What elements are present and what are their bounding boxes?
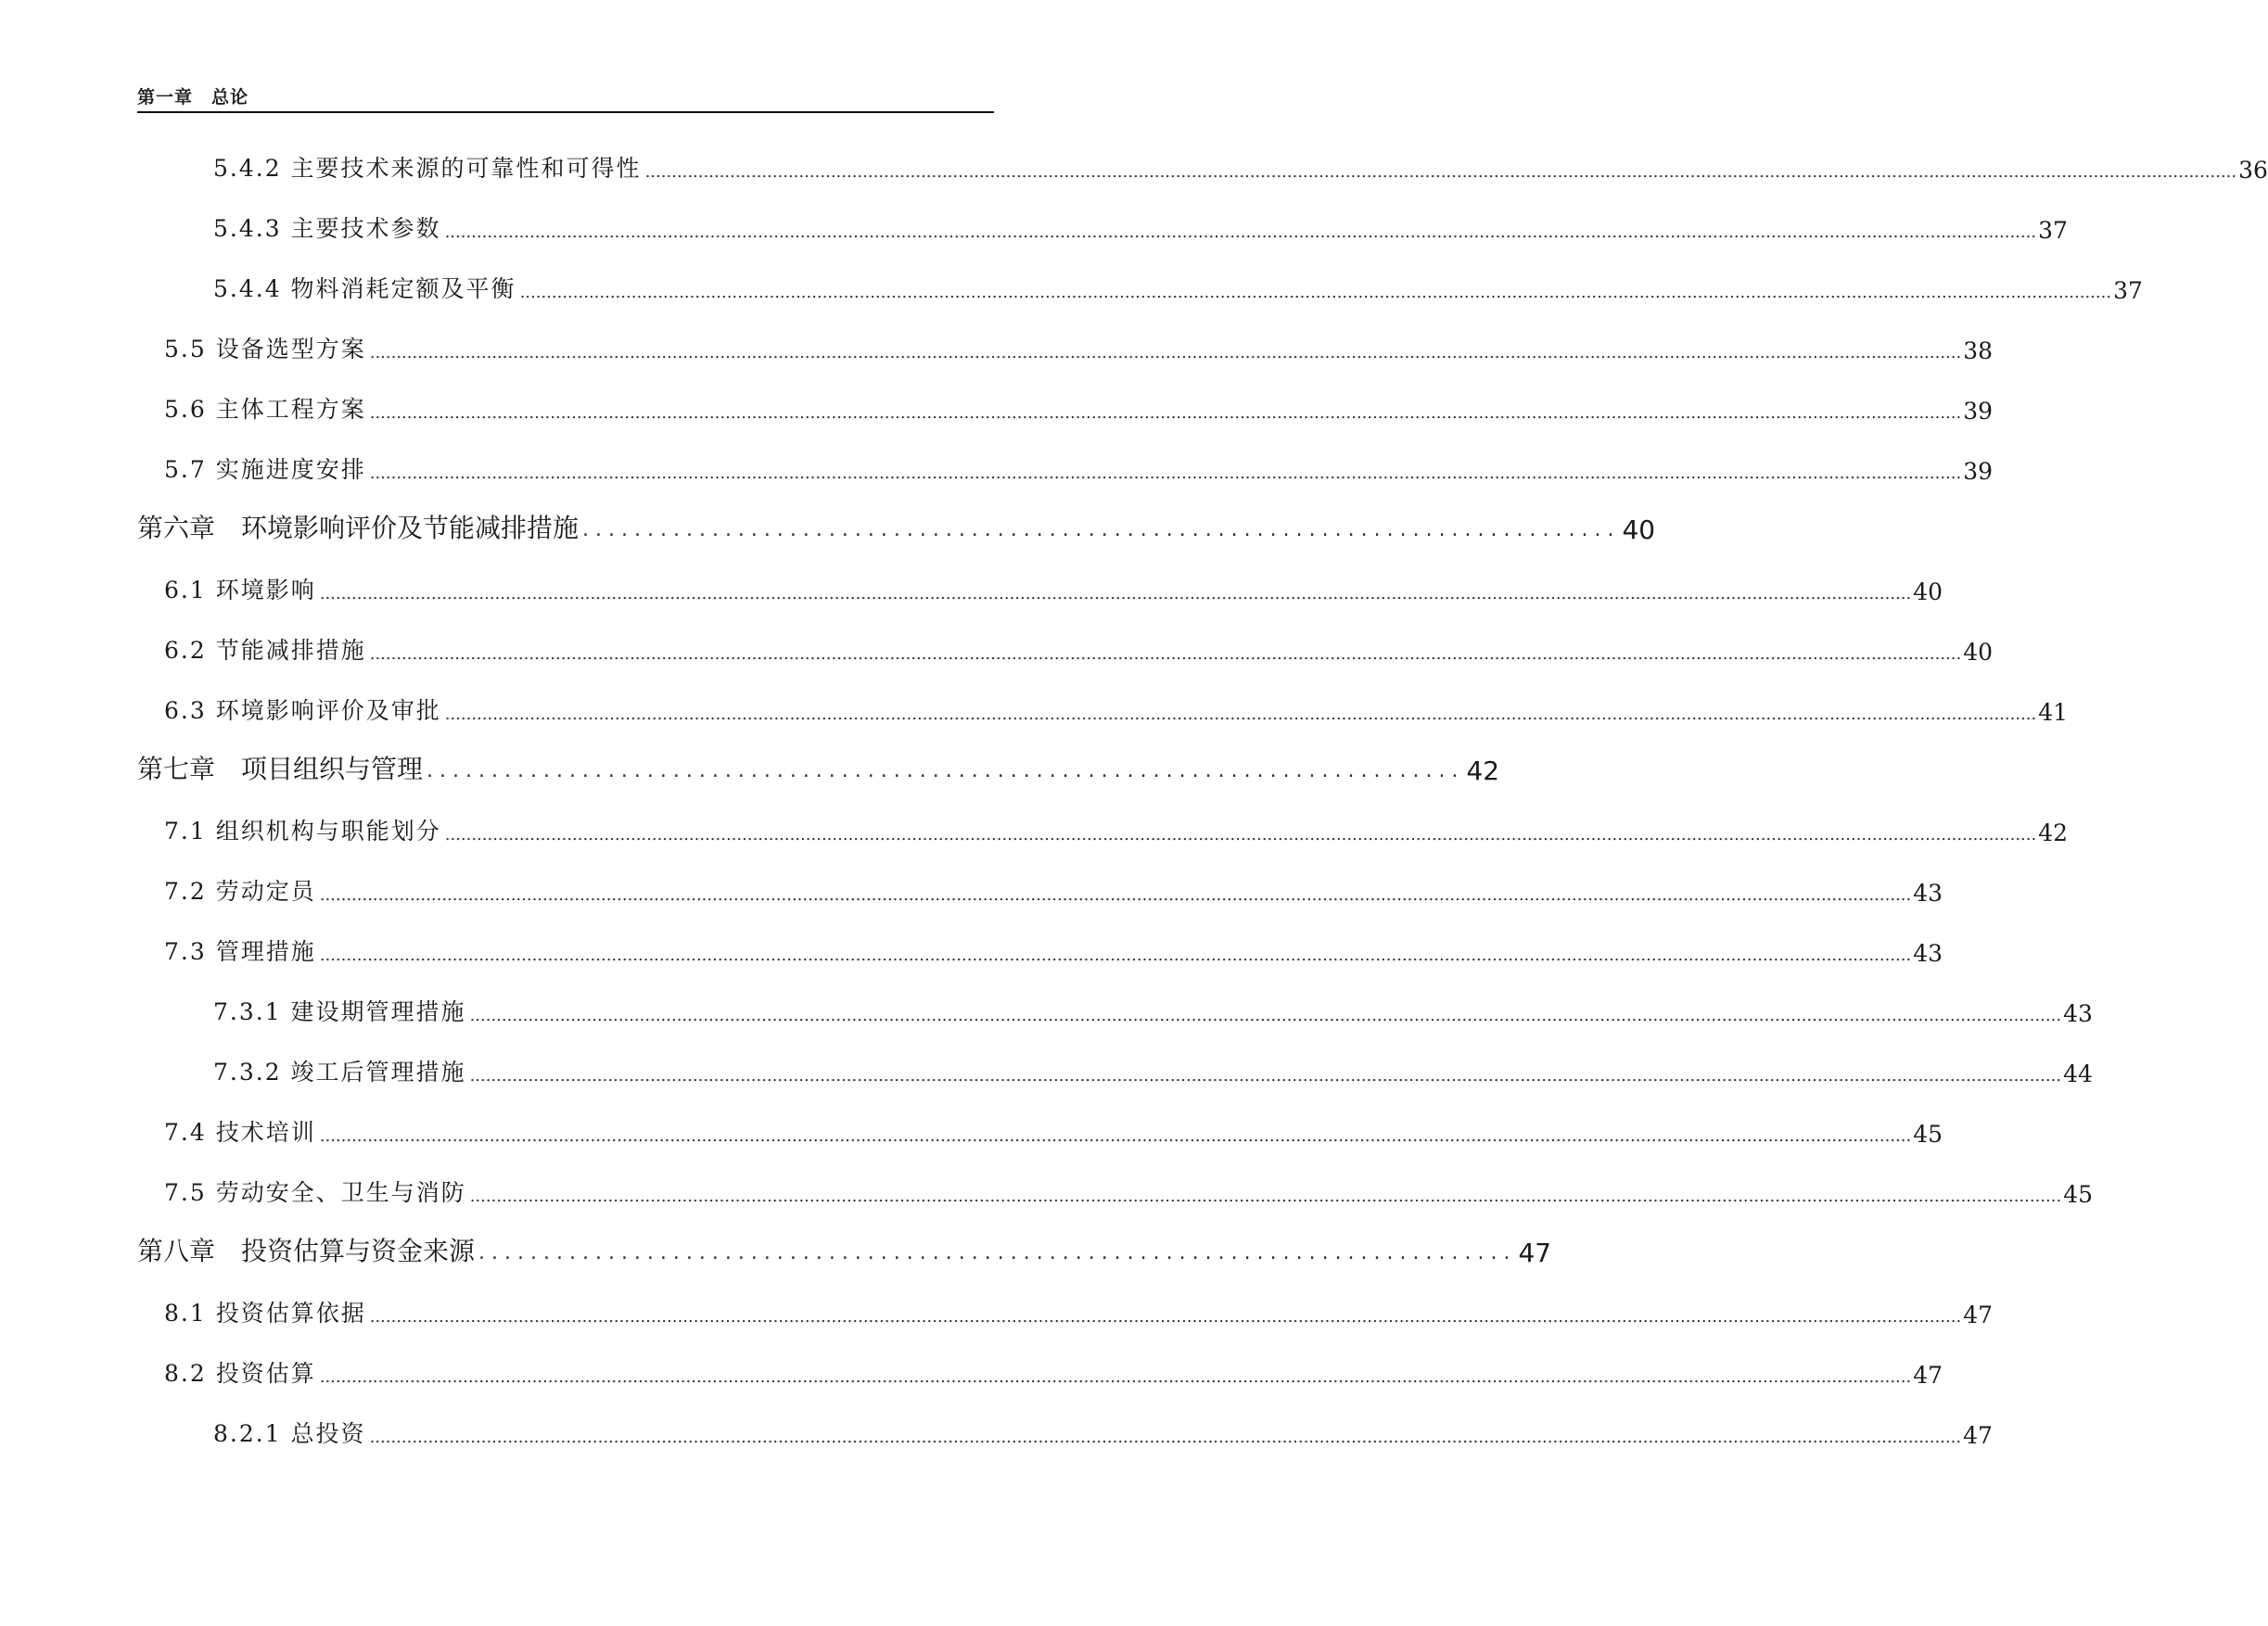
toc-dot-leader: ............................................................................................................................................................................................................................................................................................................ — [444, 222, 2037, 242]
toc-page-number: 43 — [1913, 940, 1943, 967]
toc-page-number: 40 — [1622, 514, 1656, 545]
toc-page-number: 47 — [1913, 1362, 1943, 1389]
toc-page-number: 43 — [1913, 880, 1943, 907]
toc-entry[interactable] — [164, 568, 1943, 605]
toc-dot-leader: ............................................................................................................................................................................................................................................................................................................ — [319, 1126, 1912, 1146]
toc-page-number: 40 — [1913, 578, 1943, 605]
toc-entry-title: 7.4 技术培训 — [164, 1119, 316, 1146]
toc-page-number: 39 — [1963, 398, 1994, 425]
toc-entry[interactable] — [164, 689, 2069, 726]
toc-dot-leader: ............................................................................................................................................................................................................................................................................................................ — [319, 584, 1912, 603]
toc-entry-title: 5.6 主体工程方案 — [164, 396, 366, 423]
toc-dot-leader: ............................................................................................................................................................................................................................................................................................................ — [319, 885, 1912, 905]
toc-entry-title: 第八章 投资估算与资金来源 — [137, 1236, 476, 1266]
toc-entry-title: 5.4.2 主要技术来源的可靠性和可得性 — [213, 155, 642, 182]
toc-page-number: 41 — [2038, 699, 2069, 726]
toc-dot-leader: ............................................................................................................................................................................................................................................................................................................ — [469, 1066, 2062, 1086]
toc-entry[interactable] — [137, 749, 1500, 786]
toc-entry-title: 6.3 环境影响评价及审批 — [164, 697, 441, 724]
toc-entry[interactable] — [164, 448, 1994, 485]
toc-entry-title: 5.5 设备选型方案 — [164, 336, 366, 362]
toc-entry-title: 8.1 投资估算依据 — [164, 1300, 366, 1327]
toc-dot-leader: ............................................................................................................................................................................................................................................................................................................ — [444, 825, 2037, 845]
toc-entry[interactable] — [137, 508, 1656, 545]
toc-entry[interactable] — [164, 809, 2069, 846]
toc-entry[interactable] — [164, 1171, 2094, 1208]
toc-dot-leader: ............................................................................................................................................................................................................................................................................................................ — [369, 1428, 1962, 1447]
toc-entry[interactable] — [213, 990, 2093, 1027]
toc-entry[interactable] — [164, 930, 1943, 967]
toc-page-number: 45 — [1913, 1121, 1943, 1148]
toc-page-number: 36 — [2238, 157, 2268, 184]
toc-entry-title: 5.4.3 主要技术参数 — [213, 215, 441, 242]
toc-entry[interactable] — [137, 1231, 1552, 1268]
running-header-title: 第一章 总论 — [137, 87, 249, 108]
toc-entry-title: 5.4.4 物料消耗定额及平衡 — [213, 275, 516, 302]
toc-page-number: 39 — [1963, 458, 1994, 485]
toc-dot-leader: ............................................................................................................................................................................................................................................................................................................ — [319, 1367, 1912, 1387]
toc-dot-leader: ............................................................................................................................................................................................................................................................................................................ — [369, 403, 1962, 423]
toc-dot-leader: ............................................................................................................................................................................................................................................................................................................ — [644, 162, 2237, 182]
toc-entry[interactable] — [213, 1050, 2093, 1087]
toc-entry-title: 5.7 实施进度安排 — [164, 456, 366, 483]
toc-entry-title: 第六章 环境影响评价及节能减排措施 — [137, 513, 580, 543]
toc-entry-title: 7.3 管理措施 — [164, 938, 316, 965]
toc-page-number: 47 — [1518, 1238, 1552, 1268]
toc-entry-title: 第七章 项目组织与管理 — [137, 754, 424, 784]
toc-page-number: 47 — [1963, 1422, 1993, 1449]
toc-dot-leader: ............................................................................................................................................................................................................................................................................................................ — [469, 1006, 2062, 1025]
toc-dot-leader: ................................................................................ — [478, 1241, 1517, 1264]
toc-entry[interactable] — [164, 629, 1994, 666]
toc-page-number: 40 — [1963, 639, 1994, 666]
toc-dot-leader: ................................................................................ — [582, 518, 1621, 541]
toc-dot-leader: ............................................................................................................................................................................................................................................................................................................ — [519, 283, 2112, 302]
toc-page-number: 37 — [2038, 217, 2068, 244]
toc-entry-title: 6.1 环境影响 — [164, 577, 316, 603]
toc-dot-leader: ............................................................................................................................................................................................................................................................................................................ — [369, 644, 1962, 664]
toc-entry-title: 7.5 劳动安全、卫生与消防 — [164, 1179, 466, 1206]
toc-page-number: 45 — [2063, 1181, 2094, 1208]
toc-dot-leader: ............................................................................................................................................................................................................................................................................................................ — [444, 705, 2037, 724]
toc-entry[interactable] — [164, 870, 1943, 907]
toc-dot-leader: ................................................................................ — [427, 759, 1465, 782]
toc-entry-title: 7.3.2 竣工后管理措施 — [213, 1059, 466, 1086]
toc-entry-title: 6.2 节能减排措施 — [164, 637, 366, 664]
toc-page-number: 42 — [2038, 819, 2069, 846]
toc-entry[interactable] — [213, 207, 2068, 244]
toc-dot-leader: ............................................................................................................................................................................................................................................................................................................ — [369, 343, 1962, 362]
toc-entry[interactable] — [164, 1111, 1943, 1148]
toc-entry-title: 8.2 投资估算 — [164, 1360, 316, 1387]
toc-entry[interactable] — [213, 1412, 1993, 1449]
toc-page-number: 43 — [2063, 1000, 2093, 1027]
toc-entry[interactable] — [164, 387, 1994, 425]
toc-dot-leader: ............................................................................................................................................................................................................................................................................................................ — [469, 1187, 2062, 1206]
toc-page-number: 44 — [2063, 1061, 2093, 1087]
toc-entry-title: 8.2.1 总投资 — [213, 1420, 366, 1447]
toc-entry[interactable] — [164, 1291, 1994, 1328]
toc-page-number: 47 — [1963, 1302, 1994, 1328]
toc-page-number: 38 — [1963, 337, 1994, 364]
toc-entry[interactable] — [213, 267, 2143, 304]
running-header — [137, 82, 994, 113]
toc-entry[interactable] — [164, 1352, 1943, 1389]
toc-entry[interactable] — [213, 146, 2268, 184]
toc-dot-leader: ............................................................................................................................................................................................................................................................................................................ — [319, 946, 1912, 965]
toc-page-number: 42 — [1466, 756, 1500, 786]
toc-entry[interactable] — [164, 327, 1994, 364]
toc-entry-title: 7.3.1 建设期管理措施 — [213, 998, 466, 1025]
toc-dot-leader: ............................................................................................................................................................................................................................................................................................................ — [369, 464, 1962, 483]
toc-entry-title: 7.1 组织机构与职能划分 — [164, 818, 441, 845]
toc-dot-leader: ............................................................................................................................................................................................................................................................................................................ — [369, 1307, 1962, 1327]
toc-page-number: 37 — [2113, 277, 2143, 304]
toc-entry-title: 7.2 劳动定员 — [164, 878, 316, 905]
